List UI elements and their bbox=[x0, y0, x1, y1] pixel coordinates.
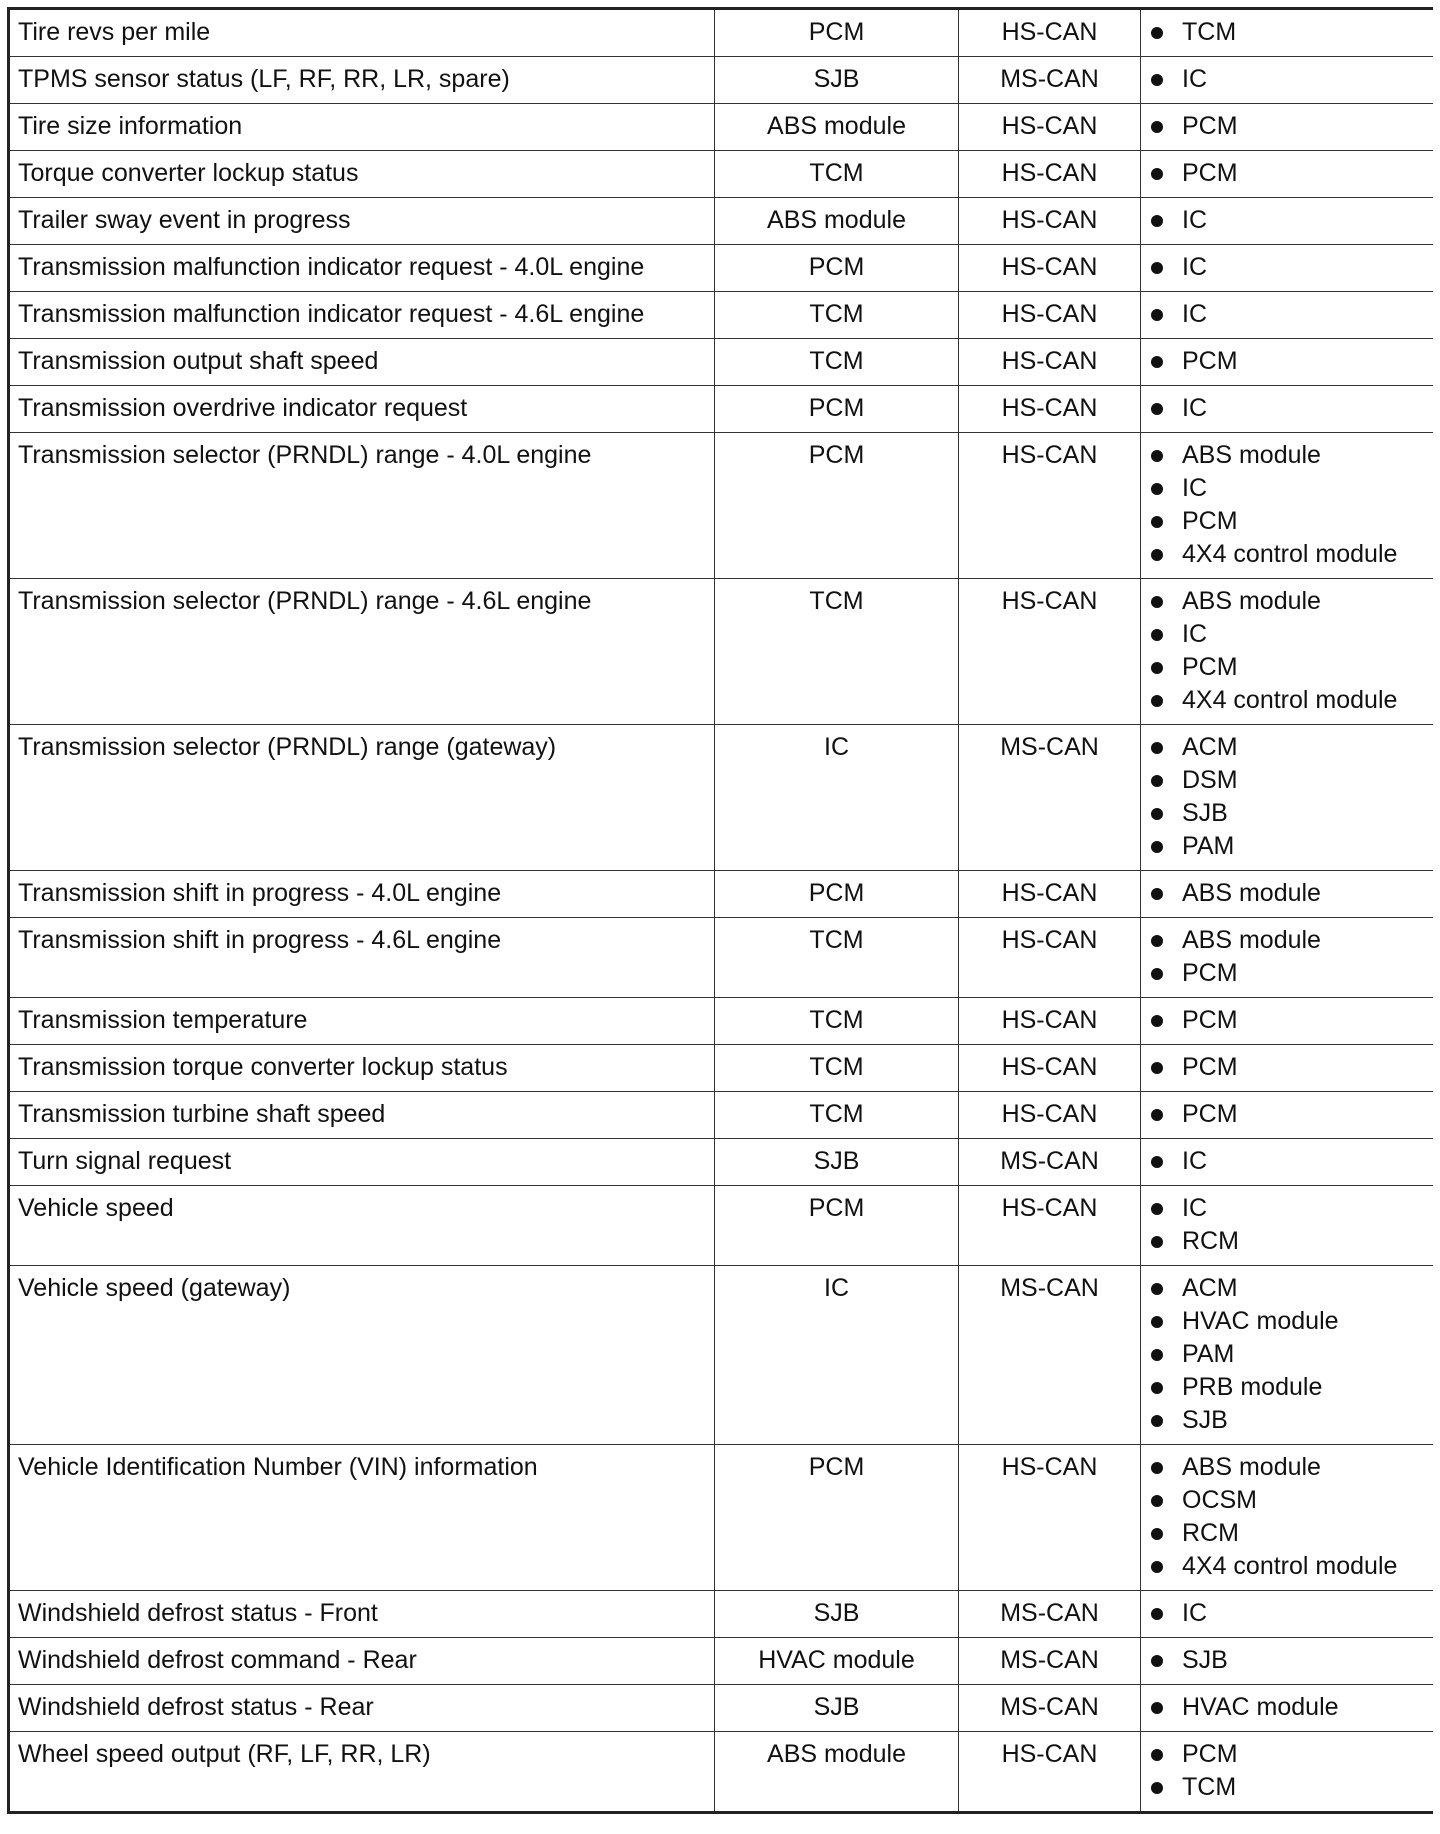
table-row bbox=[9, 1445, 1434, 1591]
receiver-list bbox=[1149, 731, 1425, 863]
originator-cell: TCM bbox=[715, 998, 959, 1045]
receiver-item: ABS module bbox=[1149, 439, 1425, 472]
network-cell: HS-CAN bbox=[959, 1045, 1141, 1092]
receiver-item: IC bbox=[1149, 1597, 1425, 1630]
receivers-cell bbox=[1141, 433, 1434, 579]
message-name-cell: Vehicle Identification Number (VIN) information bbox=[9, 1445, 715, 1591]
receiver-list bbox=[1149, 439, 1425, 571]
message-name-cell: Tire revs per mile bbox=[9, 9, 715, 57]
receivers-cell bbox=[1141, 9, 1434, 57]
network-cell: HS-CAN bbox=[959, 151, 1141, 198]
receivers-cell bbox=[1141, 1186, 1434, 1266]
receivers-cell bbox=[1141, 386, 1434, 433]
receivers-cell bbox=[1141, 339, 1434, 386]
receivers-cell bbox=[1141, 998, 1434, 1045]
receiver-list bbox=[1149, 16, 1425, 49]
message-name-cell: Transmission selector (PRNDL) range - 4.6L engine bbox=[9, 579, 715, 725]
receivers-cell bbox=[1141, 292, 1434, 339]
receiver-item: PCM bbox=[1149, 345, 1425, 378]
receiver-list bbox=[1149, 1145, 1425, 1178]
receiver-item: SJB bbox=[1149, 1644, 1425, 1677]
receiver-item: PRB module bbox=[1149, 1371, 1425, 1404]
receiver-list bbox=[1149, 1051, 1425, 1084]
receivers-cell bbox=[1141, 918, 1434, 998]
originator-cell: PCM bbox=[715, 1186, 959, 1266]
table-row bbox=[9, 151, 1434, 198]
receiver-list bbox=[1149, 204, 1425, 237]
receivers-cell bbox=[1141, 871, 1434, 918]
message-name-cell: Transmission torque converter lockup status bbox=[9, 1045, 715, 1092]
receiver-item: DSM bbox=[1149, 764, 1425, 797]
originator-cell: ABS module bbox=[715, 1732, 959, 1813]
message-name-cell: Transmission selector (PRNDL) range - 4.0L engine bbox=[9, 433, 715, 579]
originator-cell: PCM bbox=[715, 386, 959, 433]
receivers-cell bbox=[1141, 1685, 1434, 1732]
receiver-item: ACM bbox=[1149, 1272, 1425, 1305]
message-name-cell: Wheel speed output (RF, LF, RR, LR) bbox=[9, 1732, 715, 1813]
message-name-cell: Windshield defrost status - Front bbox=[9, 1591, 715, 1638]
receiver-list bbox=[1149, 1272, 1425, 1437]
originator-cell: SJB bbox=[715, 1685, 959, 1732]
receiver-item: 4X4 control module bbox=[1149, 684, 1425, 717]
network-cell: HS-CAN bbox=[959, 998, 1141, 1045]
receivers-cell bbox=[1141, 1591, 1434, 1638]
table-row bbox=[9, 1092, 1434, 1139]
originator-cell: PCM bbox=[715, 433, 959, 579]
receiver-item: PCM bbox=[1149, 957, 1425, 990]
table-row bbox=[9, 433, 1434, 579]
message-name-cell: Transmission output shaft speed bbox=[9, 339, 715, 386]
receiver-item: OCSM bbox=[1149, 1484, 1425, 1517]
receiver-item: TCM bbox=[1149, 1771, 1425, 1804]
network-cell: HS-CAN bbox=[959, 292, 1141, 339]
table-row bbox=[9, 725, 1434, 871]
receiver-item: SJB bbox=[1149, 1404, 1425, 1437]
network-cell: HS-CAN bbox=[959, 339, 1141, 386]
receiver-item: RCM bbox=[1149, 1225, 1425, 1258]
receivers-cell bbox=[1141, 1638, 1434, 1685]
table-row bbox=[9, 1186, 1434, 1266]
document-page bbox=[7, 7, 1433, 1827]
receiver-item: 4X4 control module bbox=[1149, 1550, 1425, 1583]
receiver-list bbox=[1149, 298, 1425, 331]
table-row bbox=[9, 1685, 1434, 1732]
originator-cell: TCM bbox=[715, 1092, 959, 1139]
receivers-cell bbox=[1141, 198, 1434, 245]
table-row bbox=[9, 1139, 1434, 1186]
receiver-item: IC bbox=[1149, 298, 1425, 331]
receivers-cell bbox=[1141, 1445, 1434, 1591]
receivers-cell bbox=[1141, 57, 1434, 104]
receivers-cell bbox=[1141, 1045, 1434, 1092]
message-name-cell: Transmission malfunction indicator request - 4.6L engine bbox=[9, 292, 715, 339]
receiver-list bbox=[1149, 1192, 1425, 1258]
network-cell: HS-CAN bbox=[959, 1732, 1141, 1813]
receiver-item: ABS module bbox=[1149, 877, 1425, 910]
receiver-list bbox=[1149, 251, 1425, 284]
receivers-cell bbox=[1141, 1139, 1434, 1186]
table-row bbox=[9, 386, 1434, 433]
receiver-item: 4X4 control module bbox=[1149, 538, 1425, 571]
message-name-cell: Transmission selector (PRNDL) range (gateway) bbox=[9, 725, 715, 871]
message-name-cell: Vehicle speed bbox=[9, 1186, 715, 1266]
receiver-list bbox=[1149, 1738, 1425, 1804]
network-cell: MS-CAN bbox=[959, 57, 1141, 104]
network-cell: HS-CAN bbox=[959, 871, 1141, 918]
originator-cell: TCM bbox=[715, 579, 959, 725]
message-name-cell: Turn signal request bbox=[9, 1139, 715, 1186]
table-row bbox=[9, 1638, 1434, 1685]
originator-cell: PCM bbox=[715, 9, 959, 57]
receiver-list bbox=[1149, 63, 1425, 96]
receiver-item: IC bbox=[1149, 618, 1425, 651]
network-cell: HS-CAN bbox=[959, 1445, 1141, 1591]
message-name-cell: Transmission shift in progress - 4.6L engine bbox=[9, 918, 715, 998]
receiver-item: IC bbox=[1149, 1145, 1425, 1178]
receiver-item: PCM bbox=[1149, 157, 1425, 190]
network-cell: HS-CAN bbox=[959, 9, 1141, 57]
receiver-list bbox=[1149, 877, 1425, 910]
originator-cell: SJB bbox=[715, 1591, 959, 1638]
network-cell: HS-CAN bbox=[959, 918, 1141, 998]
originator-cell: ABS module bbox=[715, 198, 959, 245]
receiver-list bbox=[1149, 585, 1425, 717]
receiver-item: SJB bbox=[1149, 797, 1425, 830]
originator-cell: IC bbox=[715, 1266, 959, 1445]
receiver-item: IC bbox=[1149, 63, 1425, 96]
receiver-item: IC bbox=[1149, 392, 1425, 425]
network-cell: MS-CAN bbox=[959, 1591, 1141, 1638]
receivers-cell bbox=[1141, 245, 1434, 292]
receiver-item: PCM bbox=[1149, 1004, 1425, 1037]
table-row bbox=[9, 871, 1434, 918]
network-cell: MS-CAN bbox=[959, 1638, 1141, 1685]
receiver-item: RCM bbox=[1149, 1517, 1425, 1550]
table-row bbox=[9, 1045, 1434, 1092]
network-cell: HS-CAN bbox=[959, 245, 1141, 292]
receiver-item: ACM bbox=[1149, 731, 1425, 764]
receiver-list bbox=[1149, 1597, 1425, 1630]
originator-cell: PCM bbox=[715, 1445, 959, 1591]
receiver-list bbox=[1149, 1451, 1425, 1583]
originator-cell: TCM bbox=[715, 339, 959, 386]
receiver-list bbox=[1149, 924, 1425, 990]
originator-cell: PCM bbox=[715, 245, 959, 292]
receiver-list bbox=[1149, 157, 1425, 190]
originator-cell: IC bbox=[715, 725, 959, 871]
table-row bbox=[9, 998, 1434, 1045]
table-row bbox=[9, 292, 1434, 339]
originator-cell: TCM bbox=[715, 151, 959, 198]
message-name-cell: Transmission turbine shaft speed bbox=[9, 1092, 715, 1139]
network-cell: HS-CAN bbox=[959, 1092, 1141, 1139]
originator-cell: TCM bbox=[715, 918, 959, 998]
network-cell: MS-CAN bbox=[959, 1685, 1141, 1732]
message-name-cell: TPMS sensor status (LF, RF, RR, LR, spare) bbox=[9, 57, 715, 104]
receiver-item: ABS module bbox=[1149, 924, 1425, 957]
receivers-cell bbox=[1141, 579, 1434, 725]
message-name-cell: Windshield defrost status - Rear bbox=[9, 1685, 715, 1732]
receiver-item: ABS module bbox=[1149, 1451, 1425, 1484]
receiver-item: PAM bbox=[1149, 1338, 1425, 1371]
receiver-item: PCM bbox=[1149, 1051, 1425, 1084]
receiver-item: IC bbox=[1149, 251, 1425, 284]
network-cell: HS-CAN bbox=[959, 198, 1141, 245]
receiver-item: PAM bbox=[1149, 830, 1425, 863]
message-name-cell: Transmission shift in progress - 4.0L engine bbox=[9, 871, 715, 918]
receiver-list bbox=[1149, 1644, 1425, 1677]
network-cell: MS-CAN bbox=[959, 1266, 1141, 1445]
receiver-list bbox=[1149, 110, 1425, 143]
network-message-table bbox=[7, 7, 1433, 1814]
originator-cell: PCM bbox=[715, 871, 959, 918]
receiver-item: PCM bbox=[1149, 110, 1425, 143]
table-row bbox=[9, 918, 1434, 998]
network-cell: HS-CAN bbox=[959, 433, 1141, 579]
table-row bbox=[9, 339, 1434, 386]
receiver-item: TCM bbox=[1149, 16, 1425, 49]
originator-cell: ABS module bbox=[715, 104, 959, 151]
network-cell: HS-CAN bbox=[959, 579, 1141, 725]
receiver-list bbox=[1149, 1098, 1425, 1131]
table-row bbox=[9, 245, 1434, 292]
receivers-cell bbox=[1141, 104, 1434, 151]
message-name-cell: Windshield defrost command - Rear bbox=[9, 1638, 715, 1685]
receiver-list bbox=[1149, 392, 1425, 425]
table-row bbox=[9, 104, 1434, 151]
table-row bbox=[9, 1591, 1434, 1638]
network-cell: HS-CAN bbox=[959, 104, 1141, 151]
originator-cell: HVAC module bbox=[715, 1638, 959, 1685]
receiver-item: HVAC module bbox=[1149, 1305, 1425, 1338]
network-cell: HS-CAN bbox=[959, 1186, 1141, 1266]
receivers-cell bbox=[1141, 725, 1434, 871]
receiver-item: IC bbox=[1149, 472, 1425, 505]
table-row bbox=[9, 198, 1434, 245]
message-name-cell: Transmission temperature bbox=[9, 998, 715, 1045]
originator-cell: SJB bbox=[715, 57, 959, 104]
receivers-cell bbox=[1141, 1092, 1434, 1139]
network-cell: MS-CAN bbox=[959, 725, 1141, 871]
receivers-cell bbox=[1141, 1732, 1434, 1813]
table-body bbox=[9, 9, 1434, 1813]
receiver-list bbox=[1149, 1691, 1425, 1724]
receiver-item: HVAC module bbox=[1149, 1691, 1425, 1724]
receiver-item: ABS module bbox=[1149, 585, 1425, 618]
receiver-item: IC bbox=[1149, 1192, 1425, 1225]
table-row bbox=[9, 1732, 1434, 1813]
message-name-cell: Tire size information bbox=[9, 104, 715, 151]
receiver-item: PCM bbox=[1149, 1738, 1425, 1771]
message-name-cell: Transmission overdrive indicator request bbox=[9, 386, 715, 433]
receivers-cell bbox=[1141, 151, 1434, 198]
receiver-item: IC bbox=[1149, 204, 1425, 237]
originator-cell: TCM bbox=[715, 1045, 959, 1092]
receiver-item: PCM bbox=[1149, 1098, 1425, 1131]
table-row bbox=[9, 57, 1434, 104]
originator-cell: TCM bbox=[715, 292, 959, 339]
receiver-item: PCM bbox=[1149, 505, 1425, 538]
message-name-cell: Trailer sway event in progress bbox=[9, 198, 715, 245]
message-name-cell: Vehicle speed (gateway) bbox=[9, 1266, 715, 1445]
receiver-list bbox=[1149, 1004, 1425, 1037]
receiver-item: PCM bbox=[1149, 651, 1425, 684]
message-name-cell: Transmission malfunction indicator request - 4.0L engine bbox=[9, 245, 715, 292]
receivers-cell bbox=[1141, 1266, 1434, 1445]
network-cell: HS-CAN bbox=[959, 386, 1141, 433]
receiver-list bbox=[1149, 345, 1425, 378]
table-row bbox=[9, 9, 1434, 57]
table-row bbox=[9, 579, 1434, 725]
message-name-cell: Torque converter lockup status bbox=[9, 151, 715, 198]
table-row bbox=[9, 1266, 1434, 1445]
originator-cell: SJB bbox=[715, 1139, 959, 1186]
network-cell: MS-CAN bbox=[959, 1139, 1141, 1186]
